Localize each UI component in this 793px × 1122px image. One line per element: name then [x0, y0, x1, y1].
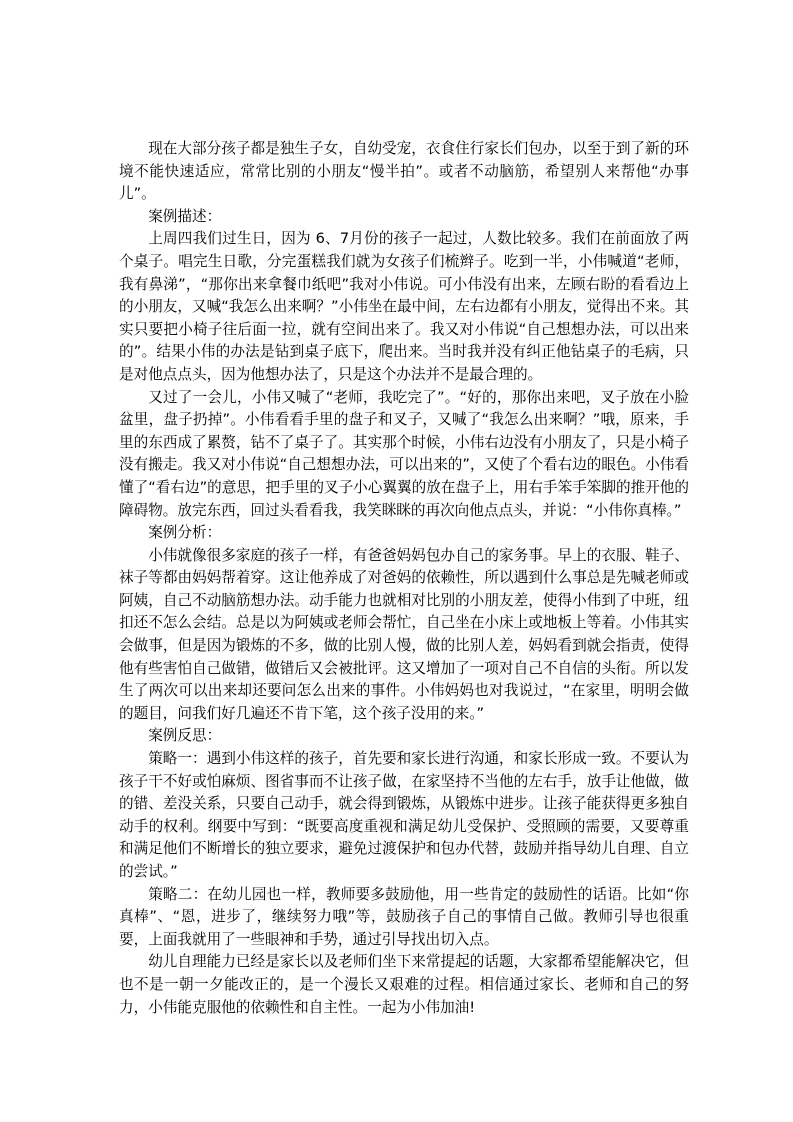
- conclusion-paragraph: 幼儿自理能力已经是家长以及老师们坐下来常提起的话题，大家都希望能解决它，但也不是一朝一夕能改正的，是一个漫长又艰难的过程。相信通过家长、老师和自己的努力，小伟能克服他的依赖性和自主性。一起为小伟加油!: [119, 953, 689, 1016]
- case-analysis-paragraph: 小伟就像很多家庭的孩子一样，有爸爸妈妈包办自己的家务事。早上的衣服、鞋子、袜子等都由妈妈帮着穿。这让他养成了对爸妈的依赖性，所以遇到什么事总是先喊老师或阿姨，自己不动脑筋想办法。动手能力也就相对比别的小朋友差，使得小伟到了中班，纽扣还不怎么会结。总是以为阿姨或老师会帮忙，自己坐在小床上或地板上等着。小伟其实会做事，但是因为锻炼的不多，做的比别人慢，做的比别人差，妈妈看到就会指责，使得他有些害怕自己做错，做错后又会被批评。这又增加了一项对自己不自信的头衔。所以发生了两次可以出来却还要问怎么出来的事件。小伟妈妈也对我说过，“在家里，明明会做的题目，问我们好几遍还不肯下笔，这个孩子没用的来。”: [119, 546, 689, 722]
- case-description-paragraph-2: 又过了一会儿，小伟又喊了“老师，我吃完了”。“好的，那你出来吧，叉子放在小脸盆里，盘子扔掉”。小伟看看手里的盘子和叉子，又喊了“我怎么出来啊？”哦，原来，手里的东西成了累赘，钻不了桌子了。其实那个时候，小伟右边没有小朋友了，只是小椅子没有搬走。我又对小伟说“自己想想办法，可以出来的”，又使了个看右边的眼色。小伟看懂了“看右边”的意思，把手里的叉子小心翼翼的放在盘子上，用右手笨手笨脚的推开他的障碍物。放完东西，回过头看看我，我笑眯眯的再次向他点点头，并说：“小伟你真棒。”: [119, 388, 689, 519]
- intro-paragraph: 现在大部分孩子都是独生子女，自幼受宠，衣食住行家长们包办，以至于到了新的环境不能快速适应，常常比别的小朋友“慢半拍”。或者不动脑筋，希望别人来帮他“办事儿”。: [119, 140, 689, 203]
- strategy-one-paragraph: 策略一：遇到小伟这样的孩子，首先要和家长进行沟通，和家长形成一致。不要认为孩子干不好或怕麻烦、图省事而不让孩子做，在家坚持不当他的左右手，放手让他做，做的错、差没关系，只要自己动手，就会得到锻炼，从锻炼中进步。让孩子能获得更多独自动手的权利。纲要中写到：“既要高度重视和满足幼儿受保护、受照顾的需要，又要尊重和满足他们不断增长的独立要求，避免过渡保护和包办代替，鼓励并指导幼儿自理、自立的尝试。”: [119, 750, 689, 880]
- section-heading-case-reflection: 案例反思：: [148, 727, 222, 745]
- strategy-two-paragraph: 策略二：在幼儿园也一样，教师要多鼓励他，用一些肯定的鼓励性的话语。比如“你真棒”、“恩，进步了，继续努力哦”等，鼓励孩子自己的事情自己做。教师引导也很重要，上面我就用了一些眼神和手势，通过引导找出切入点。: [119, 885, 689, 948]
- case-description-paragraph-1: 上周四我们过生日，因为 6、7月份的孩子一起过，人数比较多。我们在前面放了两个桌子。唱完生日歌，分完蛋糕我们就为女孩子们梳辫子。吃到一半，小伟喊道“老师，我有鼻涕”，“那你出来拿餐巾纸吧”我对小伟说。可小伟没有出来，左顾右盼的看看边上的小朋友，又喊“我怎么出来啊？”小伟坐在最中间，左右边都有小朋友，觉得出不来。其实只要把小椅子往后面一拉，就有空间出来了。我又对小伟说“自己想想办法，可以出来的”。结果小伟的办法是钻到桌子底下，爬出来。当时我并没有纠正他钻桌子的毛病，只是对他点点头，因为他想办法了，只是这个办法并不是最合理的。: [119, 230, 689, 383]
- section-heading-case-description: 案例描述：: [148, 207, 222, 225]
- section-heading-case-analysis: 案例分析：: [148, 524, 222, 542]
